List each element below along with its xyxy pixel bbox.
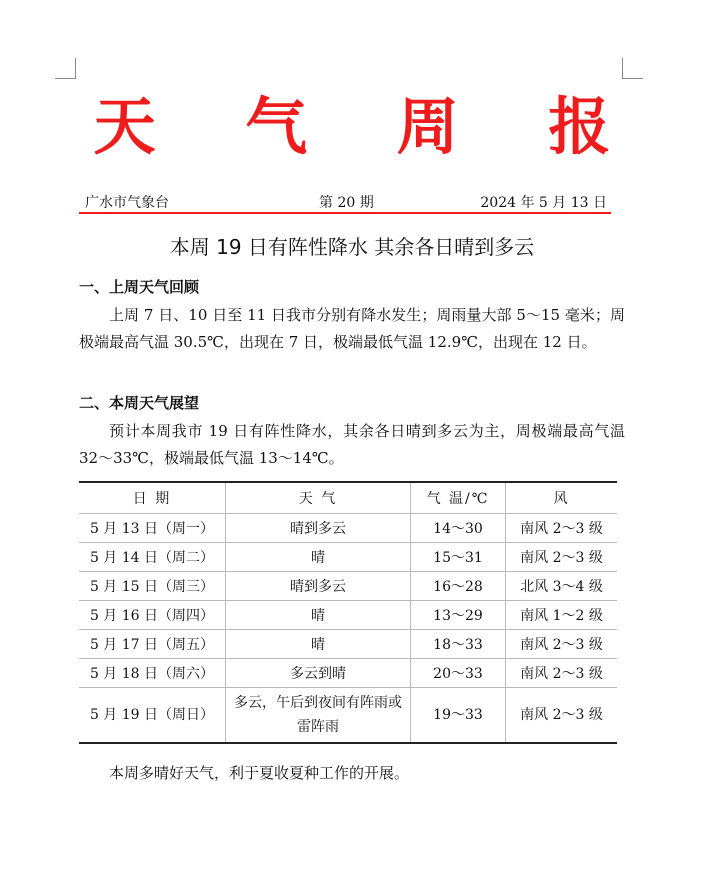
table-row (79, 659, 617, 688)
cell-weather: 晴 (226, 543, 411, 572)
cell-temperature: 19～33 (411, 688, 506, 744)
cell-date: 5 月 16 日（周四） (79, 601, 226, 630)
cell-date: 5 月 13 日（周一） (79, 514, 226, 543)
table-header-row (79, 482, 617, 514)
cell-date: 5 月 17 日（周五） (79, 630, 226, 659)
cell-weather: 晴到多云 (226, 572, 411, 601)
cell-weather: 晴 (226, 630, 411, 659)
section-title-outlook: 二、本周天气展望 (79, 394, 200, 412)
cell-wind: 南风 1～2 级 (506, 601, 618, 630)
section-text-review: 上周 7 日、10 日至 11 日我市分别有降水发生；周雨量大部 5～15 毫米；周极端最高气温 30.5℃，出现在 7 日，极端最低气温 12.9℃，出现在 12 日。 (79, 306, 625, 351)
header-wind: 风 (506, 482, 618, 514)
cell-date: 5 月 18 日（周六） (79, 659, 226, 688)
closing-remark: 本周多晴好天气，利于夏收夏种工作的开展。 (109, 764, 410, 782)
cell-weather: 多云到晴 (226, 659, 411, 688)
section-title-review: 一、上周天气回顾 (79, 278, 200, 296)
cell-temperature: 16～28 (411, 572, 506, 601)
masthead-title: 天 气 周 报 (93, 90, 645, 163)
cell-wind: 南风 2～3 级 (506, 630, 618, 659)
cell-date: 5 月 19 日（周日） (79, 688, 226, 744)
cell-wind: 南风 2～3 级 (506, 543, 618, 572)
cell-wind: 北风 3～4 级 (506, 572, 618, 601)
issuing-organization: 广水市气象台 (85, 195, 169, 211)
issue-line (79, 190, 611, 214)
table-row (79, 630, 617, 659)
headline: 本周 19 日有阵性降水 其余各日晴到多云 (169, 235, 535, 259)
table-row (79, 514, 617, 543)
table-row (79, 601, 617, 630)
cell-date: 5 月 14 日（周二） (79, 543, 226, 572)
cell-date: 5 月 15 日（周三） (79, 572, 226, 601)
cell-temperature: 14～30 (411, 514, 506, 543)
crop-mark-top-left (55, 58, 76, 79)
cell-temperature: 13～29 (411, 601, 506, 630)
forecast-table (79, 481, 617, 744)
cell-wind: 南风 2～3 级 (506, 688, 618, 744)
header-weather: 天 气 (226, 482, 411, 514)
issue-number: 第 20 期 (319, 195, 374, 211)
table-row (79, 688, 617, 744)
cell-wind: 南风 2～3 级 (506, 514, 618, 543)
cell-weather: 多云，午后到夜间有阵雨或雷阵雨 (226, 688, 411, 744)
cell-temperature: 20～33 (411, 659, 506, 688)
cell-temperature: 15～31 (411, 543, 506, 572)
table-row (79, 543, 617, 572)
crop-mark-top-right (622, 58, 643, 79)
cell-weather: 晴到多云 (226, 514, 411, 543)
cell-temperature: 18～33 (411, 630, 506, 659)
section-text-outlook: 预计本周我市 19 日有阵性降水，其余各日晴到多云为主，周极端最高气温 32～33℃，极端最低气温 13～14℃。 (79, 422, 625, 467)
header-date: 日 期 (79, 482, 226, 514)
cell-weather: 晴 (226, 601, 411, 630)
table-row (79, 572, 617, 601)
cell-wind: 南风 2～3 级 (506, 659, 618, 688)
header-temperature: 气 温/℃ (411, 482, 506, 514)
issue-date: 2024 年 5 月 13 日 (480, 195, 607, 211)
